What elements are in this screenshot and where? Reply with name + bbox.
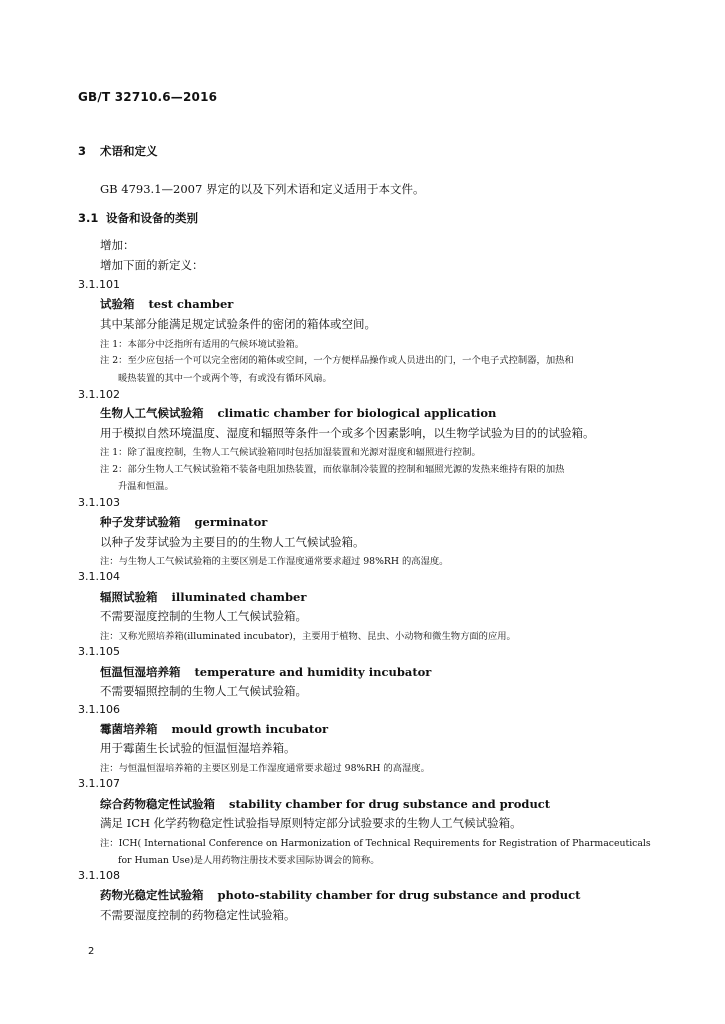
- term-english: germinator: [194, 515, 268, 529]
- term-chinese: 试验箱: [100, 297, 135, 311]
- term-chinese: 恒温恒湿培养箱: [100, 665, 181, 679]
- entry-number: 3.1.102: [78, 388, 120, 401]
- addition-line: 增加下面的新定义：: [100, 258, 204, 272]
- entry-term: [100, 405, 496, 421]
- entry-definition: 不需要湿度控制的药物稳定性试验箱。: [100, 908, 296, 922]
- section-3-1-heading: [78, 210, 198, 226]
- intro-paragraph: GB 4793.1—2007 界定的以及下列术语和定义适用于本文件。: [100, 182, 425, 196]
- entry-definition: 用于模拟自然环境温度、湿度和辐照等条件一个或多个因素影响，以生物学试验为目的的试验箱。: [100, 426, 595, 440]
- entry-definition: 满足 ICH 化学药物稳定性试验指导原则特定部分试验要求的生物人工气候试验箱。: [100, 816, 522, 830]
- entry-term: [100, 514, 267, 530]
- entry-number: 3.1.103: [78, 496, 120, 509]
- entry-note: 注：与恒温恒湿培养箱的主要区别是工作湿度通常要求超过 98%RH 的高湿度。: [100, 763, 430, 774]
- entry-note: 注：ICH( International Conference on Harmonization of Technical Requirements for Registration of Pharmaceuticals: [100, 838, 651, 849]
- entry-number: 3.1.101: [78, 278, 120, 291]
- entry-definition: 其中某部分能满足规定试验条件的密闭的箱体或空间。: [100, 317, 376, 331]
- entry-number: 3.1.104: [78, 570, 120, 583]
- entry-number: 3.1.106: [78, 703, 120, 716]
- term-chinese: 综合药物稳定性试验箱: [100, 797, 215, 811]
- entry-definition: 不需要湿度控制的生物人工气候试验箱。: [100, 609, 307, 623]
- term-english: temperature and humidity incubator: [194, 665, 432, 679]
- entry-number: 3.1.105: [78, 645, 120, 658]
- section-title: 术语和定义: [100, 144, 158, 158]
- entry-definition: 以种子发芽试验为主要目的的生物人工气候试验箱。: [100, 535, 365, 549]
- term-chinese: 生物人工气候试验箱: [100, 406, 204, 420]
- standard-code-header: GB/T 32710.6—2016: [78, 90, 218, 104]
- section-number: 3: [78, 144, 87, 158]
- entry-note-continuation: 暖热装置的其中一个或两个等，有或没有循环风扇。: [118, 373, 332, 384]
- term-chinese: 辐照试验箱: [100, 590, 158, 604]
- entry-note-continuation: for Human Use)是人用药物注册技术要求国际协调会的简称。: [118, 855, 380, 866]
- entry-note: 注 2：至少应包括一个可以完全密闭的箱体或空间，一个方便样品操作或人员进出的门，一个电子式控制器，加热和: [100, 355, 574, 366]
- term-english: climatic chamber for biological application: [217, 406, 497, 420]
- entry-term: [100, 296, 233, 312]
- term-chinese: 药物光稳定性试验箱: [100, 888, 204, 902]
- entry-note-continuation: 升温和恒温。: [118, 481, 174, 492]
- entry-number: 3.1.107: [78, 777, 120, 790]
- entry-term: [100, 721, 328, 737]
- entry-definition: 不需要辐照控制的生物人工气候试验箱。: [100, 684, 307, 698]
- entry-definition: 用于霉菌生长试验的恒温恒湿培养箱。: [100, 741, 296, 755]
- term-english: test chamber: [148, 297, 234, 311]
- section-3-heading: [78, 143, 158, 159]
- entry-note: 注：又称光照培养箱(illuminated incubator)，主要用于植物、昆虫、小动物和微生物方面的应用。: [100, 631, 516, 642]
- term-chinese: 种子发芽试验箱: [100, 515, 181, 529]
- addition-line: 增加：: [100, 238, 135, 252]
- entry-term: [100, 796, 550, 812]
- entry-note: 注 2：部分生物人工气候试验箱不装备电阻加热装置，而依靠制冷装置的控制和辐照光源的发热来维持有限的加热: [100, 464, 565, 475]
- page-number: 2: [88, 946, 95, 957]
- term-english: mould growth incubator: [171, 722, 329, 736]
- entry-note: 注 1：除了温度控制，生物人工气候试验箱同时包括加湿装置和光源对湿度和辐照进行控制。: [100, 447, 481, 458]
- section-number: 3.1: [78, 211, 99, 225]
- entry-note: 注 1：本部分中泛指所有适用的气候环境试验箱。: [100, 339, 305, 350]
- section-title: 设备和设备的类别: [106, 211, 198, 225]
- term-english: illuminated chamber: [171, 590, 307, 604]
- entry-term: [100, 887, 580, 903]
- entry-term: [100, 589, 306, 605]
- term-english: photo-stability chamber for drug substance and product: [217, 888, 581, 902]
- term-english: stability chamber for drug substance and product: [229, 797, 551, 811]
- term-chinese: 霉菌培养箱: [100, 722, 158, 736]
- entry-term: [100, 664, 431, 680]
- entry-number: 3.1.108: [78, 869, 120, 882]
- entry-note: 注：与生物人工气候试验箱的主要区别是工作湿度通常要求超过 98%RH 的高湿度。: [100, 556, 449, 567]
